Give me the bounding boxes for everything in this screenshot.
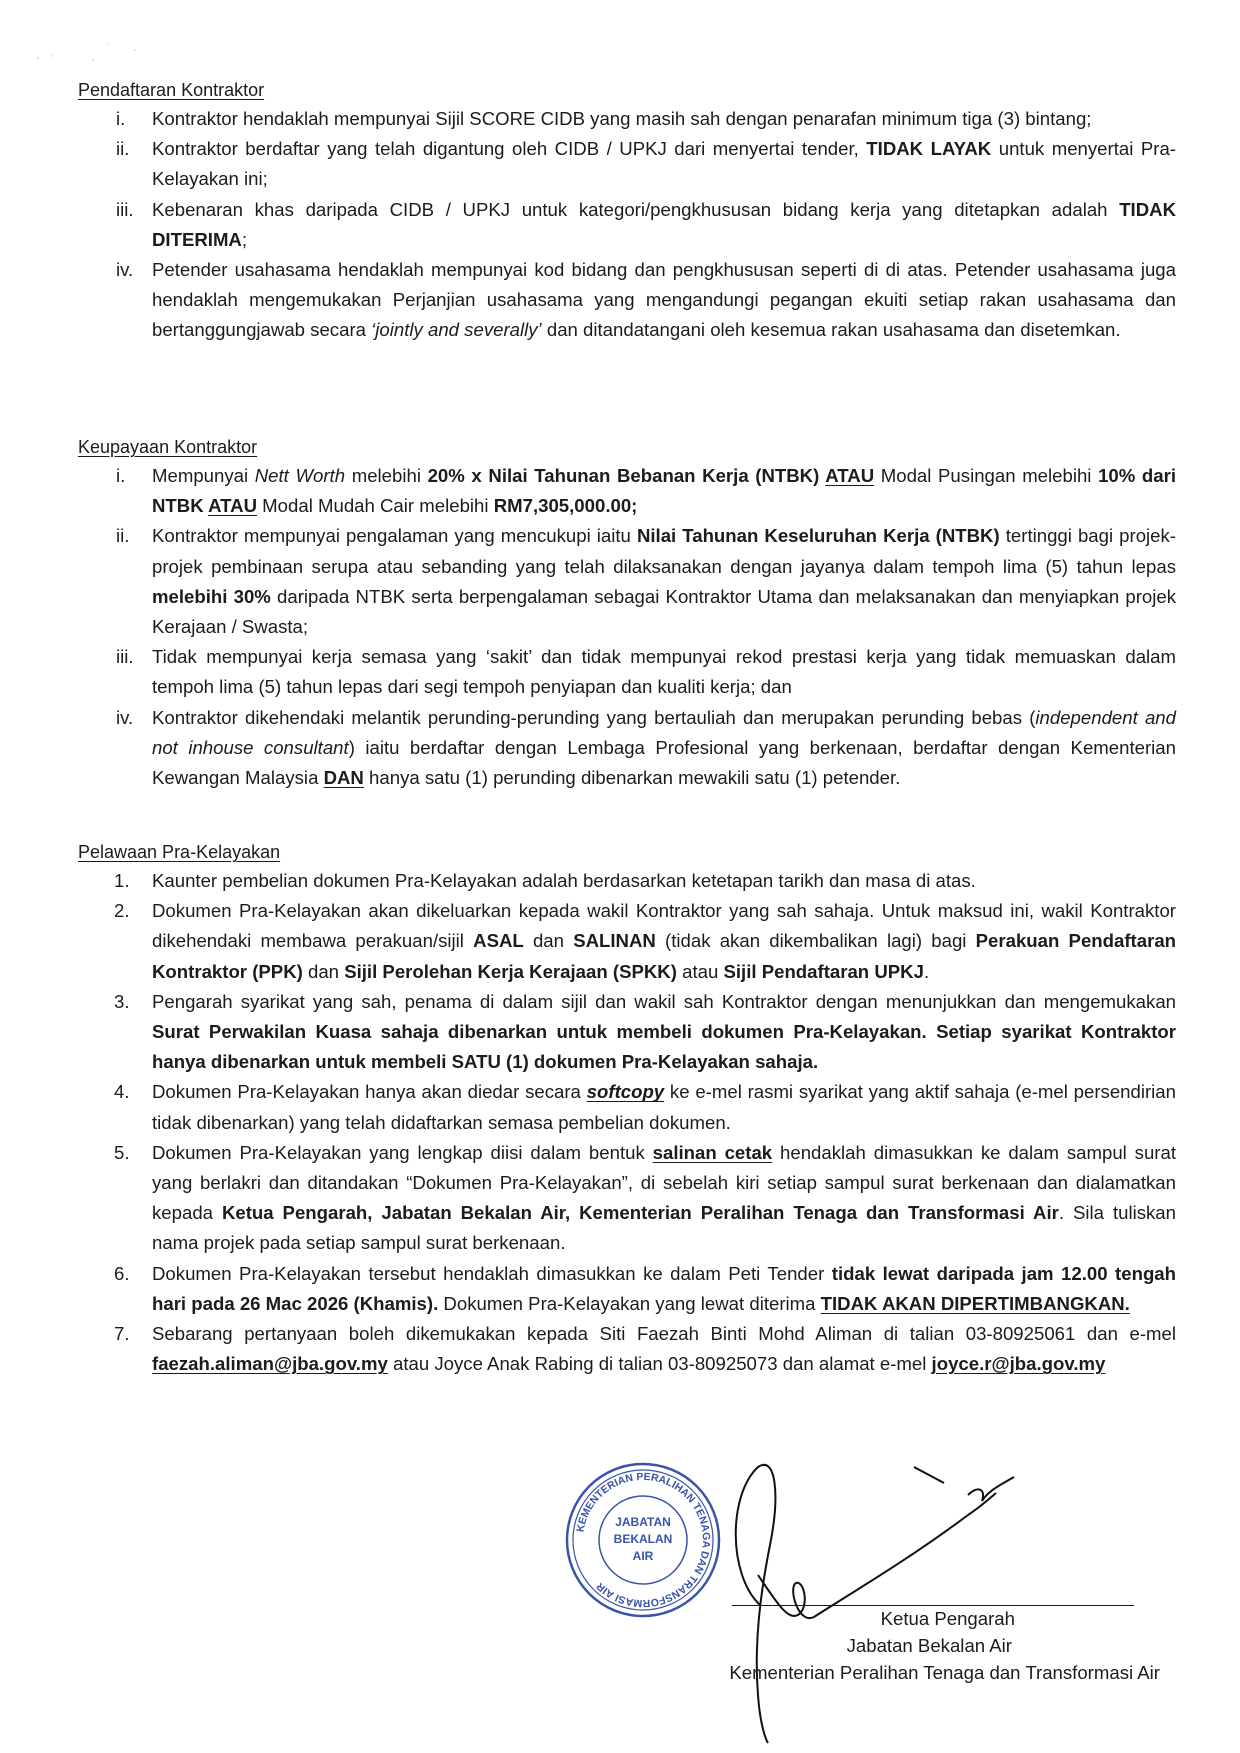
section-heading: Pelawaan Pra-Kelayakan xyxy=(78,842,281,862)
text-run: DAN xyxy=(323,767,364,789)
text-run: ATAU xyxy=(825,465,875,486)
text-run: Kontraktor hendaklah mempunyai Sijil SCORE CIDB yang masih sah dengan penarafan minimum tiga (3) bintang; xyxy=(152,108,1092,129)
text-run: Tidak mempunyai kerja semasa yang ‘sakit’ dan tidak mempunyai rekod prestasi kerja yang tidak memuaskan dalam tempoh lima (5) tahun lepas dari segi tempoh penyiapan dan kualiti kerja; dan xyxy=(152,646,1176,698)
requirement-list xyxy=(78,461,1176,793)
text-run: Dokumen Pra-Kelayakan yang lewat diterima xyxy=(438,1292,821,1314)
text-run: RM7,305,000.00; xyxy=(493,495,638,517)
section-heading: Keupayaan Kontraktor xyxy=(78,437,258,457)
text-run: (tidak akan dikembalikan lagi) bagi xyxy=(655,930,976,952)
text-run: Dokumen Pra-Kelayakan hanya akan diedar secara xyxy=(152,1081,587,1103)
list-item xyxy=(78,642,1176,702)
signatory-block xyxy=(640,1605,1160,1686)
text-run: softcopy xyxy=(586,1081,665,1103)
list-marker: iii. xyxy=(116,198,134,220)
text-run: dan ditandatangani oleh kesemua rakan usahasama dan disetemkan. xyxy=(541,319,1121,341)
text-run: tertinggi bagi projek-projek pembinaan serupa atau sebanding yang telah dilaksanakan dengan jayanya dalam tempoh lima (5) tahun lepas xyxy=(152,525,1176,577)
requirement-list xyxy=(78,104,1176,346)
text-run: daripada NTBK serta berpengalaman sebagai Kontraktor Utama dan melaksanakan dan menyiapkan projek Kerajaan / Swasta; xyxy=(152,585,1176,638)
text-run: Petender usahasama hendaklah mempunyai kod bidang dan pengkhususan seperti di di atas. Petender usahasama juga hendaklah mengemukakan Perjanjian usahasama yang mengandungi pegangan ekuiti setiap rakan usahasama dan bertanggungjawab secara xyxy=(152,259,1176,341)
list-item xyxy=(78,1319,1176,1379)
text-run: ASAL xyxy=(473,930,524,952)
list-item xyxy=(78,521,1176,642)
list-marker: 5. xyxy=(114,1141,130,1163)
stamp-ring-text: KEMENTERIAN PERALIHAN TENAGA DAN TRANSFORMASI AIR xyxy=(574,1470,713,1610)
scan-artifact xyxy=(30,40,150,70)
text-run: salinan cetak xyxy=(652,1141,773,1163)
text-run: Kebenaran khas daripada CIDB / UPKJ untuk kategori/pengkhususan bidang kerja yang ditetapkan adalah xyxy=(152,198,1120,220)
stamp-center-line: AIR xyxy=(632,1549,654,1563)
text-run: Mempunyai xyxy=(152,465,255,486)
section-heading: Pendaftaran Kontraktor xyxy=(78,80,265,100)
list-marker: iv. xyxy=(116,706,134,728)
text-run: melebihi xyxy=(345,465,428,486)
text-run: ATAU xyxy=(208,495,258,517)
list-marker: 4. xyxy=(114,1081,130,1103)
list-marker: iii. xyxy=(116,646,134,668)
list-item xyxy=(78,461,1176,521)
text-run: TIDAK LAYAK xyxy=(866,138,992,160)
stamp-center-line: JABATAN xyxy=(615,1515,671,1529)
list-item xyxy=(78,255,1176,346)
list-item xyxy=(78,1077,1176,1137)
text-run: 20% x Nilai Tahunan Bebanan Kerja (NTBK) xyxy=(427,465,826,486)
text-run: independent and not inhouse consultant xyxy=(152,706,1176,758)
text-run: dan xyxy=(523,930,574,952)
signatory-department: Jabatan Bekalan Air xyxy=(846,1635,1012,1656)
text-run: Nilai Tahunan Keseluruhan Kerja (NTBK) xyxy=(636,525,1000,547)
text-run: Sijil Perolehan Kerja Kerajaan (SPKK) xyxy=(344,960,677,982)
text-run: faezah.aliman@jba.gov.my xyxy=(152,1353,388,1375)
text-run: Kontraktor dikehendaki melantik perunding-perunding yang bertauliah dan merupakan perunding bebas ( xyxy=(152,706,1036,728)
text-run: atau xyxy=(676,960,724,982)
list-item xyxy=(78,703,1176,794)
list-marker: 3. xyxy=(114,990,130,1012)
text-run: . xyxy=(923,960,930,982)
signatory-ministry: Kementerian Peralihan Tenaga dan Transformasi Air xyxy=(729,1662,1160,1683)
list-marker: 6. xyxy=(114,1262,130,1284)
stamp-center-line: BEKALAN xyxy=(613,1532,673,1546)
signatory-title: Ketua Pengarah xyxy=(880,1608,1015,1629)
instruction-list xyxy=(78,866,1176,1379)
list-item xyxy=(78,987,1176,1078)
text-run: joyce.r@jba.gov.my xyxy=(931,1353,1106,1375)
list-marker: i. xyxy=(116,108,126,129)
list-item xyxy=(78,896,1176,987)
text-run: Sebarang pertanyaan boleh dikemukakan kepada Siti Faezah Binti Mohd Aliman di talian 03-80925061 dan e-mel xyxy=(152,1323,1176,1345)
text-run: atau Joyce Anak Rabing di talian 03-80925073 dan alamat e-mel xyxy=(387,1353,932,1375)
text-run: TIDAK AKAN DIPERTIMBANGKAN. xyxy=(820,1292,1130,1314)
text-run: Sijil Pendaftaran UPKJ xyxy=(723,960,924,982)
list-item xyxy=(78,195,1176,255)
text-run: Modal Pusingan melebihi xyxy=(874,465,1099,486)
list-item xyxy=(78,866,1176,896)
text-run: hanya satu (1) perunding dibenarkan mewakili satu (1) petender. xyxy=(363,767,901,789)
text-run: Surat Perwakilan Kuasa sahaja dibenarkan untuk membeli dokumen Pra-Kelayakan. Setiap syarikat Kontraktor hanya dibenarkan untuk membeli SATU (1) dokumen Pra-Kelayakan sahaja. xyxy=(152,1021,1176,1073)
text-run: Kaunter pembelian dokumen Pra-Kelayakan adalah berdasarkan ketetapan tarikh dan masa di atas. xyxy=(152,870,976,891)
text-run: Dokumen Pra-Kelayakan akan dikeluarkan kepada wakil Kontraktor yang sah sahaja. Untuk maksud ini, wakil Kontraktor dikehendaki membawa perakuan/sijil xyxy=(152,900,1176,952)
list-item xyxy=(78,134,1176,194)
handwritten-signature xyxy=(718,1455,1048,1745)
section-keupayaan-kontraktor xyxy=(78,437,1176,793)
text-run: ‘jointly and severally’ xyxy=(371,319,542,341)
text-run: Modal Mudah Cair melebihi xyxy=(257,495,494,517)
list-marker: ii. xyxy=(116,138,130,160)
text-run: untuk menyertai Pra-Kelayakan ini; xyxy=(152,138,1176,190)
text-run: hendaklah dimasukkan ke dalam sampul surat yang berlakri dan ditandakan “Dokumen Pra-Kelayakan”, di sebelah kiri setiap sampul surat berkenaan dan dialamatkan kepada xyxy=(152,1141,1177,1224)
text-run: Perakuan Pendaftaran Kontraktor (PPK) xyxy=(152,930,1177,982)
text-run: Kontraktor mempunyai pengalaman yang mencukupi iaitu xyxy=(152,525,637,547)
list-marker: i. xyxy=(116,465,126,486)
text-run: Dokumen Pra-Kelayakan yang lengkap diisi dalam bentuk xyxy=(152,1141,653,1163)
text-run: 10% dari NTBK xyxy=(152,465,1177,517)
text-run: ) iaitu berdaftar dengan Lembaga Profesional yang berkenaan, berdaftar dengan Kementerian Kewangan Malaysia xyxy=(152,736,1176,789)
list-marker: 2. xyxy=(114,900,130,922)
list-item xyxy=(78,1259,1176,1319)
list-marker: 7. xyxy=(114,1323,130,1345)
text-run: Pengarah syarikat yang sah, penama di dalam sijil dan wakil sah Kontraktor dengan menunjukkan dan mengemukakan xyxy=(152,990,1176,1012)
text-run: dan xyxy=(302,960,345,982)
list-marker: 1. xyxy=(114,870,130,891)
text-run: Nett Worth xyxy=(254,465,346,486)
text-run: Dokumen Pra-Kelayakan tersebut hendaklah dimasukkan ke dalam Peti Tender xyxy=(152,1262,832,1284)
list-marker: iv. xyxy=(116,259,134,281)
text-run: tidak lewat daripada jam 12.00 tengah hari pada 26 Mac 2026 (Khamis). xyxy=(152,1262,1176,1314)
text-run: . Sila tuliskan nama projek pada setiap sampul surat berkenaan. xyxy=(152,1202,1176,1254)
text-run: Ketua Pengarah, Jabatan Bekalan Air, Kementerian Peralihan Tenaga dan Transformasi Air xyxy=(221,1202,1059,1224)
text-run: ; xyxy=(241,228,248,250)
list-marker: ii. xyxy=(116,525,130,547)
official-stamp xyxy=(563,1460,723,1620)
list-item xyxy=(78,1138,1176,1259)
section-pendaftaran-kontraktor xyxy=(78,80,1176,346)
text-run: SALINAN xyxy=(573,930,656,952)
text-run: Kontraktor berdaftar yang telah digantung oleh CIDB / UPKJ dari menyertai tender, xyxy=(152,138,867,160)
text-run: TIDAK DITERIMA xyxy=(152,198,1176,250)
text-run: ke e-mel rasmi syarikat yang aktif sahaja (e-mel persendirian tidak dibenarkan) yang telah didaftarkan semasa pembelian dokumen. xyxy=(152,1081,1176,1133)
list-item xyxy=(78,104,1176,134)
section-pelawaan-pra-kelayakan xyxy=(78,842,1176,1379)
text-run: melebihi 30% xyxy=(152,585,271,607)
